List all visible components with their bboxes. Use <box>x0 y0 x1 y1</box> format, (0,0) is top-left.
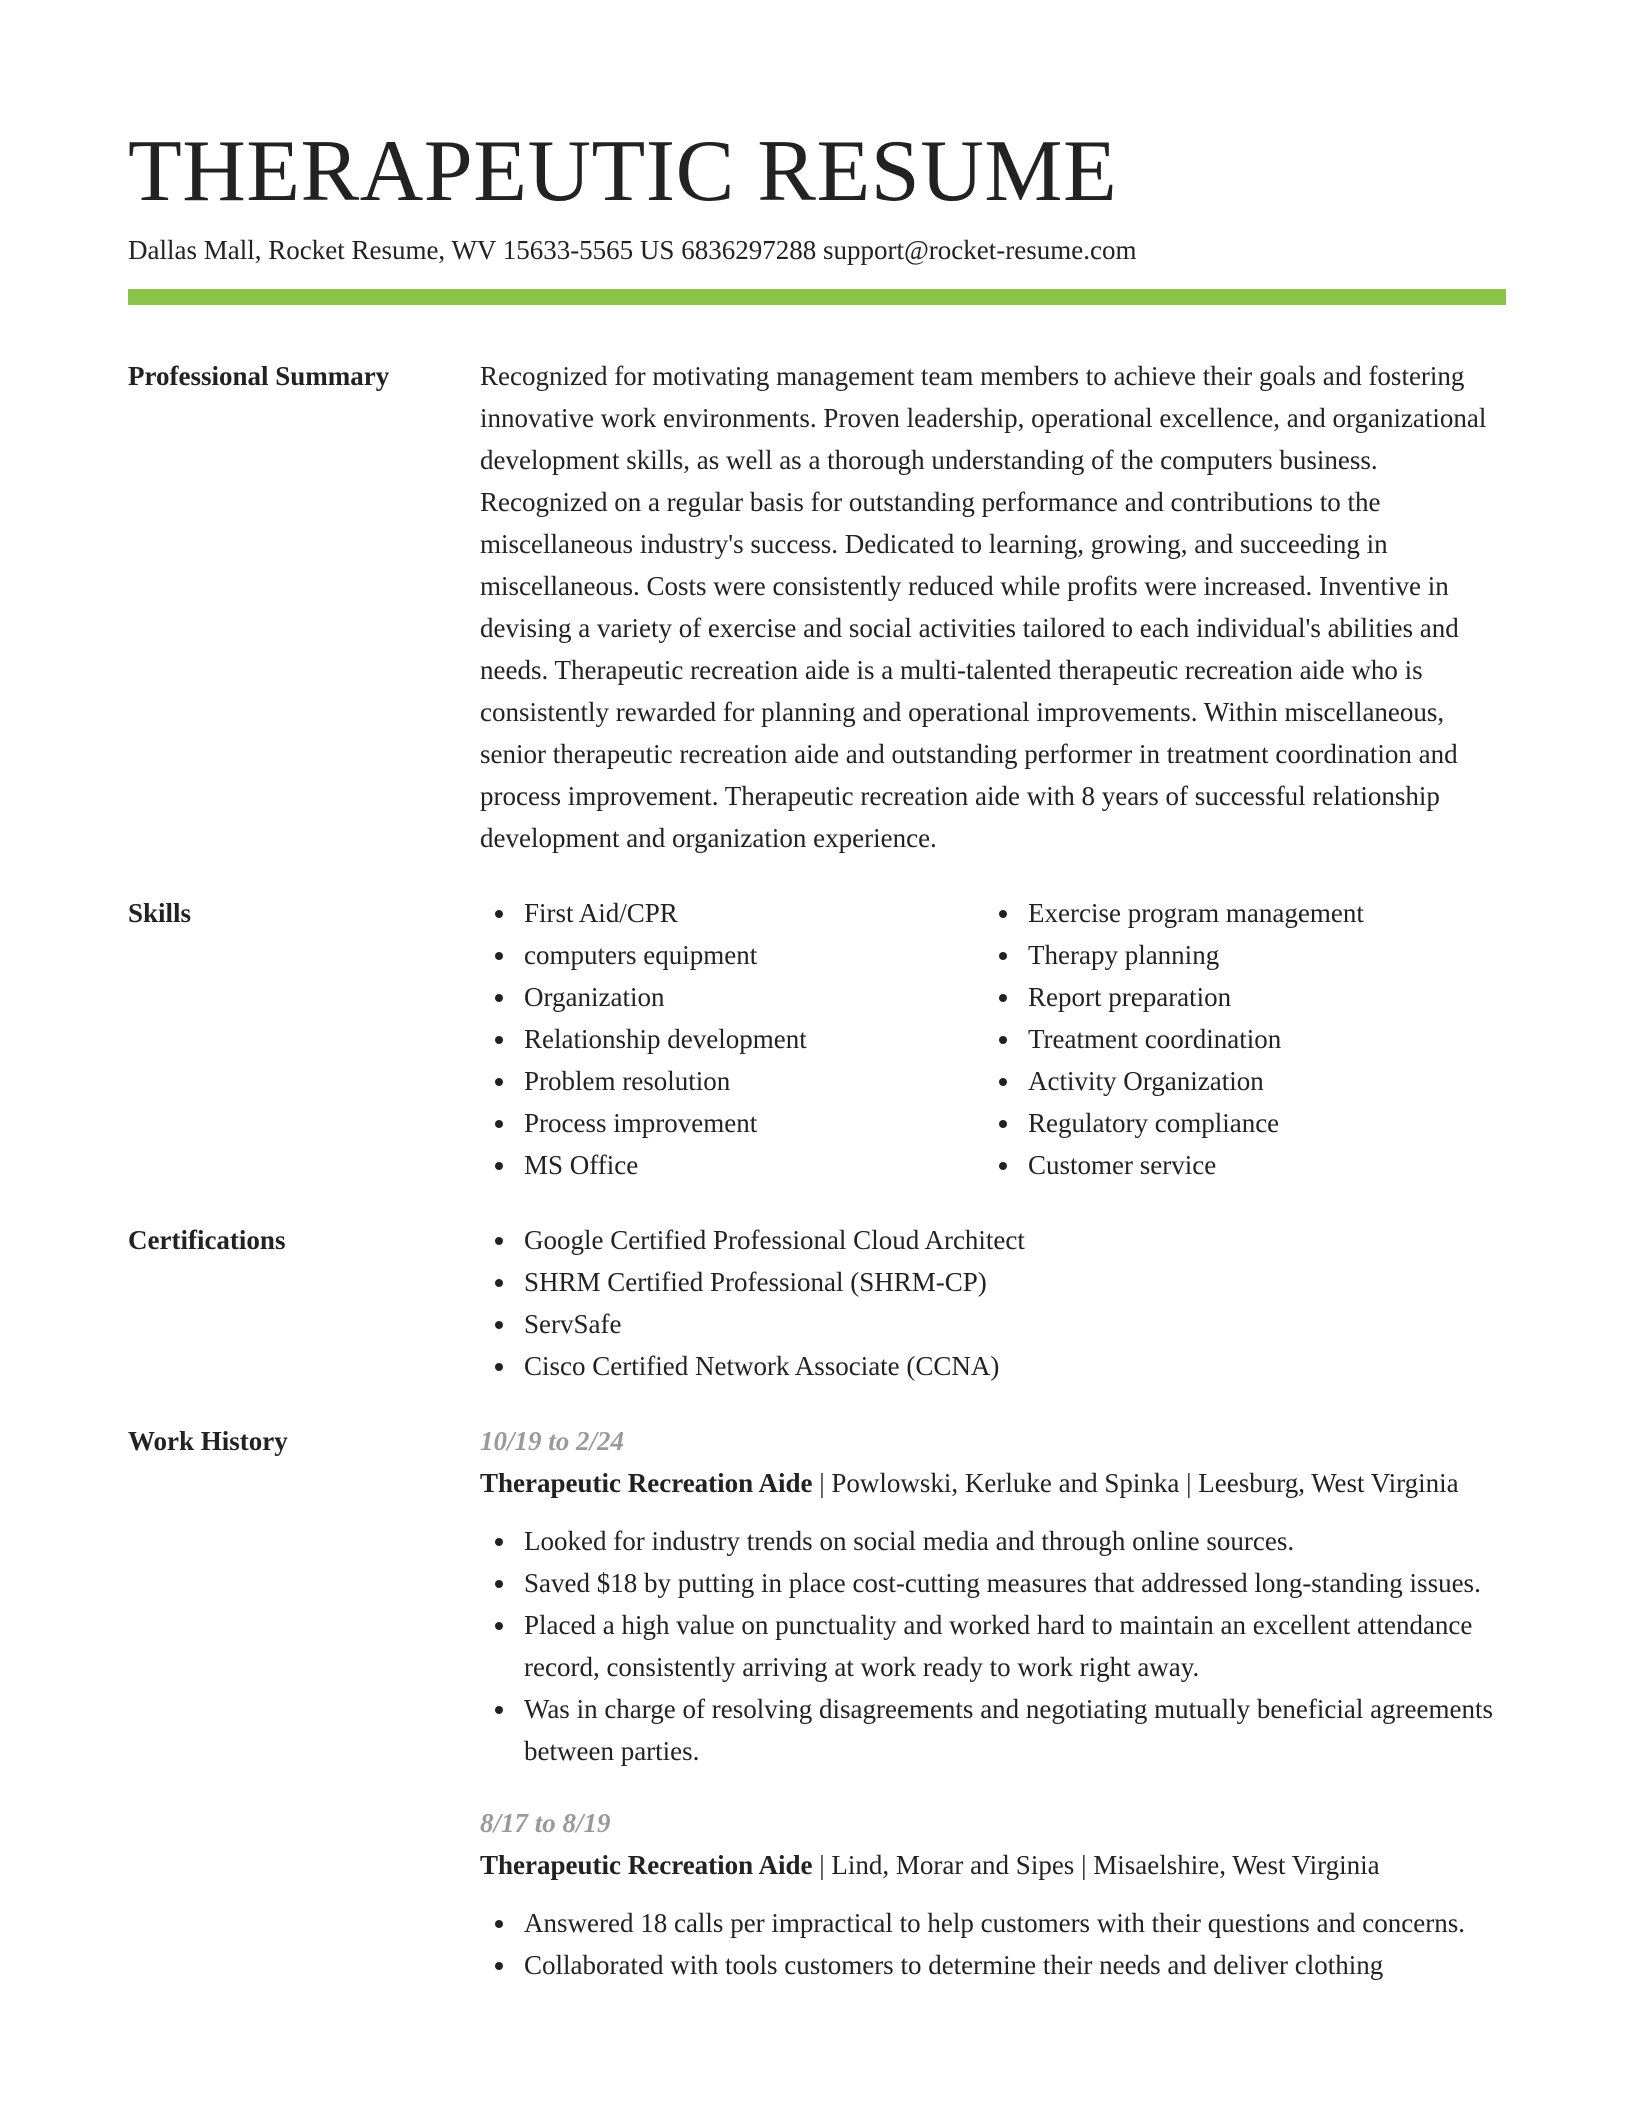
job-title: Therapeutic Recreation Aide <box>480 1468 813 1498</box>
job-title: Therapeutic Recreation Aide <box>480 1850 813 1880</box>
section-title: Work History <box>128 1426 288 1456</box>
list-item: Placed a high value on punctuality and worked hard to maintain an excellent attendance record, consistently arriving at work ready to work right away. <box>480 1604 1506 1688</box>
list-item: First Aid/CPR <box>480 892 984 934</box>
list-item: Therapy planning <box>984 934 1488 976</box>
skills-list-right <box>984 892 1488 1186</box>
list-item: Report preparation <box>984 976 1488 1018</box>
section-title: Skills <box>128 898 192 928</box>
work-history-section <box>128 1420 1506 1986</box>
certifications-section <box>128 1219 1506 1387</box>
list-item: Google Certified Professional Cloud Architect <box>480 1219 1506 1261</box>
list-item: Activity Organization <box>984 1060 1488 1102</box>
list-item: Process improvement <box>480 1102 984 1144</box>
section-title: Professional Summary <box>128 361 390 391</box>
summary-text: Recognized for motivating management team members to achieve their goals and fostering innovative work environments. Proven leadership, operational excellence, and organizational development skills, as well as a thorough understanding of the computers business. Recognized on a regular basis for outstanding performance and contributions to the miscellaneous industry's success. Dedicated to learning, growing, and succeeding in miscellaneous. Costs were consistently reduced while profits were increased. Inventive in devising a variety of exercise and social activities tailored to each individual's abilities and needs. Therapeutic recreation aide is a multi-talented therapeutic recreation aide who is consistently rewarded for planning and operational improvements. Within miscellaneous, senior therapeutic recreation aide and outstanding performer in treatment coordination and process improvement. Therapeutic recreation aide with 8 years of successful relationship development and organization experience. <box>480 361 1487 853</box>
list-item: SHRM Certified Professional (SHRM-CP) <box>480 1261 1506 1303</box>
list-item: Was in charge of resolving disagreements and negotiating mutually beneficial agreements between parties. <box>480 1688 1506 1772</box>
job-bullets <box>480 1520 1506 1772</box>
resume-page <box>128 118 1506 1986</box>
job-details: | Lind, Morar and Sipes | Misaelshire, West Virginia <box>812 1850 1380 1880</box>
list-item: Answered 18 calls per impractical to help customers with their questions and concerns. <box>480 1902 1506 1944</box>
job-dates: 10/19 to 2/24 <box>480 1426 625 1456</box>
job-entry <box>480 1802 1506 1986</box>
list-item: Regulatory compliance <box>984 1102 1488 1144</box>
list-item: Relationship development <box>480 1018 984 1060</box>
resume-title: THERAPEUTIC RESUME <box>128 123 1118 220</box>
list-item: computers equipment <box>480 934 984 976</box>
certifications-list <box>480 1219 1506 1387</box>
job-dates: 8/17 to 8/19 <box>480 1808 611 1838</box>
job-heading <box>480 1462 1506 1504</box>
job-bullets <box>480 1902 1506 1986</box>
skills-grid <box>480 892 1506 1186</box>
list-item: Problem resolution <box>480 1060 984 1102</box>
contact-line: Dallas Mall, Rocket Resume, WV 15633-5565 US 6836297288 support@rocket-resume.com <box>128 235 1137 265</box>
list-item: ServSafe <box>480 1303 1506 1345</box>
skills-list-left <box>480 892 984 1186</box>
list-item: Treatment coordination <box>984 1018 1488 1060</box>
list-item: Collaborated with tools customers to determine their needs and deliver clothing <box>480 1944 1506 1986</box>
list-item: Cisco Certified Network Associate (CCNA) <box>480 1345 1506 1387</box>
job-heading <box>480 1844 1506 1886</box>
accent-divider <box>128 289 1506 305</box>
list-item: Exercise program management <box>984 892 1488 934</box>
professional-summary-section <box>128 355 1506 859</box>
section-title: Certifications <box>128 1225 286 1255</box>
list-item: Looked for industry trends on social media and through online sources. <box>480 1520 1506 1562</box>
list-item: MS Office <box>480 1144 984 1186</box>
list-item: Saved $18 by putting in place cost-cutting measures that addressed long-standing issues. <box>480 1562 1506 1604</box>
skills-section <box>128 892 1506 1186</box>
list-item: Organization <box>480 976 984 1018</box>
job-entry <box>480 1420 1506 1772</box>
jobs-container <box>480 1420 1506 1986</box>
job-details: | Powlowski, Kerluke and Spinka | Leesburg, West Virginia <box>812 1468 1459 1498</box>
list-item: Customer service <box>984 1144 1488 1186</box>
